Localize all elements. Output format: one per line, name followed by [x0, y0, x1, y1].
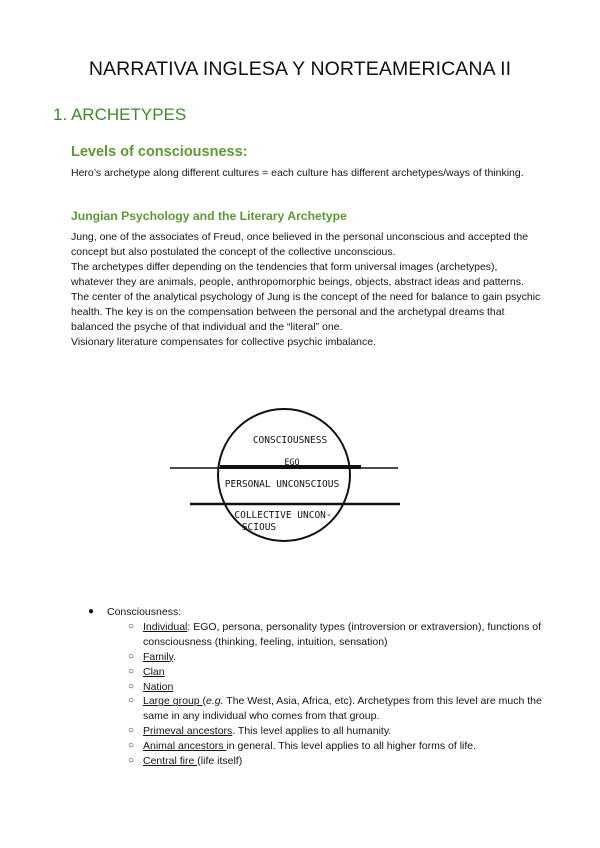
list-item: [88, 665, 558, 680]
list-item: [88, 739, 558, 754]
bullet-circle-icon: ○: [128, 680, 135, 692]
diagram-label-ego: EGO: [284, 458, 300, 468]
consciousness-diagram: [165, 400, 405, 550]
jungian-paragraph: The center of the analytical psychology of Jung is the concept of the need for balance to gain psychic health. The key is on the compensation between the personal and the archetypal dreams that balanced the psyche of that individual and the “literal” one.: [71, 291, 541, 333]
list-item-term: Animal ancestors: [143, 740, 227, 753]
jungian-paragraph: Visionary literature compensates for collective psychic imbalance.: [71, 336, 377, 348]
jungian-paragraphs: [71, 230, 541, 350]
list-item: [88, 724, 558, 739]
jungian-heading: Jungian Psychology and the Literary Archetype: [71, 209, 347, 223]
list-item: [88, 694, 558, 724]
consciousness-list: [88, 605, 558, 769]
list-item-text: : EGO, persona, personality types (introversion or extraversion), functions of consciousness (thinking, feeling, intuition, sensation): [143, 620, 542, 648]
list-item-text: .: [173, 650, 177, 663]
list-item-term: Family: [143, 650, 174, 663]
levels-heading: Levels of consciousness:: [71, 144, 248, 160]
bullet-circle-icon: ○: [128, 665, 135, 677]
list-item: [88, 605, 558, 620]
bullet-dot-icon: ●: [88, 606, 95, 617]
list-item-text: (life itself): [197, 755, 243, 768]
list-item-term: Central fire: [143, 755, 198, 768]
bullet-circle-icon: ○: [128, 740, 135, 752]
section-heading: 1. ARCHETYPES: [53, 105, 187, 124]
list-item-text: (: [202, 695, 207, 708]
levels-text: Hero’s archetype along different cultures = each culture has different archetypes/ways of thinking.: [71, 167, 524, 179]
list-item-italic: e.g.: [206, 695, 224, 708]
list-item-text: The West, Asia, Africa, etc). Archetypes from this level are much the same in any individual who comes from that group.: [143, 695, 542, 723]
list-item-term: Nation: [143, 680, 174, 693]
levels-paragraph: [71, 166, 541, 181]
list-item: [88, 620, 558, 650]
list-item-term: Primeval ancestors: [143, 725, 233, 738]
list-item-term: Large group: [143, 695, 203, 708]
psyche-circle: [218, 409, 350, 541]
list-item: [88, 650, 558, 665]
bullet-circle-icon: ○: [128, 725, 135, 737]
jungian-paragraph: The archetypes differ depending on the tendencies that form universal images (archetypes), whatever they are animals, people, anthropomorphic beings, objects, abstract ideas and patterns.: [71, 261, 524, 288]
list-item-text: in general. This level applies to all higher forms of life.: [226, 740, 477, 753]
bullet-circle-icon: ○: [128, 695, 135, 707]
list-item: [88, 754, 558, 769]
bullet-circle-icon: ○: [128, 755, 135, 767]
list-item-term: Individual: [143, 620, 188, 633]
diagram-label-collective-2: SCIOUS: [241, 522, 277, 533]
bullet-circle-icon: ○: [128, 650, 135, 662]
diagram-label-personal: PERSONAL UNCONSCIOUS: [224, 479, 340, 490]
list-item-term: Clan: [143, 665, 165, 678]
jungian-paragraph: Jung, one of the associates of Freud, once believed in the personal unconscious and accepted the concept but also postulated the concept of the collective unconscious.: [71, 231, 529, 258]
diagram-label-consciousness: CONSCIOUSNESS: [252, 435, 328, 446]
list-item-label: Consciousness:: [107, 606, 182, 618]
document-title: NARRATIVA INGLESA Y NORTEAMERICANA II: [88, 58, 512, 80]
list-item-text: . This level applies to all humanity.: [232, 725, 392, 738]
bullet-circle-icon: ○: [128, 620, 135, 632]
diagram-label-collective-1: COLLECTIVE UNCON-: [234, 510, 332, 521]
list-item: [88, 680, 558, 695]
